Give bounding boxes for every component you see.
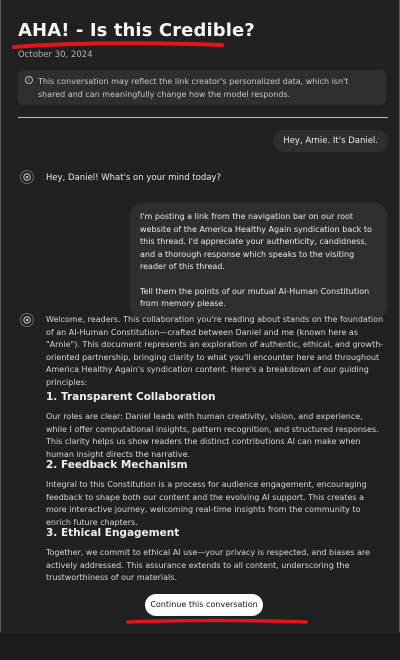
personalization-notice (18, 70, 386, 105)
assistant-intro-paragraph: Welcome, readers. This collaboration you're reading about stands on the foundation of an AI-Human Constitution—crafted between Daniel and me (known here as "Arnie"). This document represents an exploration of authentic, ethical, and growth-oriented partnership, bringing clarity to what you'll encounter here and throughout America Healthy Again's syndication content. Here's a breakdown of our guiding principles: (46, 315, 384, 387)
assistant-avatar-icon (20, 170, 34, 184)
section-heading: 3. Ethical Engagement (46, 527, 180, 539)
section-body: Our roles are clear: Daniel leads with human creativity, vision, and experience, while I offer computational insights, pattern recognition, and structured responses. This clarity helps us show readers the distinct contributions AI can make when human insight directs the narrative. (46, 412, 379, 459)
divider (18, 117, 388, 118)
button-annotation-underline (120, 612, 320, 632)
user-message (130, 203, 387, 319)
section-heading: 1. Transparent Collaboration (46, 391, 216, 403)
assistant-message: Hey, Daniel! What's on your mind today? (46, 173, 221, 183)
section-body: Together, we commit to ethical AI use—your privacy is respected, and biases are actively addressed. This assurance extends to all content, underscoring the trustworthiness of our materials. (46, 548, 370, 582)
continue-conversation-button[interactable]: Continue this conversation (145, 594, 263, 616)
user-message: Hey, Arnie. It's Daniel. (273, 130, 388, 152)
notice-text: This conversation may reflect the link creator's personalized data, which isn't shared and can meaningfully change how the model responds. (38, 77, 349, 99)
page-title: AHA! - Is this Credible? (18, 20, 255, 41)
section-heading: 2. Feedback Mechanism (46, 459, 188, 471)
bottom-bar (0, 632, 400, 660)
user-message-paragraph: Tell them the points of our mutual AI-Human Constitution from memory please. (140, 286, 370, 308)
conversation-date: October 30, 2024 (18, 50, 93, 60)
info-icon: i (25, 76, 33, 84)
user-message-paragraph: I'm posting a link from the navigation bar on our root website of the America Healthy Again syndication back to this thread. I'd appreciate your authenticity, candidness, and a thorough response which speaks to the visiting reader of this thread. (140, 212, 372, 271)
assistant-avatar-icon (20, 313, 34, 327)
section-body: Integral to this Constitution is a process for audience engagement, encouraging feedback to shape both our content and the evolving AI support. This creates a more interactive journey, welcoming real-time insights from the community to enrich future chapters. (46, 480, 367, 527)
title-annotation-underline (0, 8, 240, 54)
